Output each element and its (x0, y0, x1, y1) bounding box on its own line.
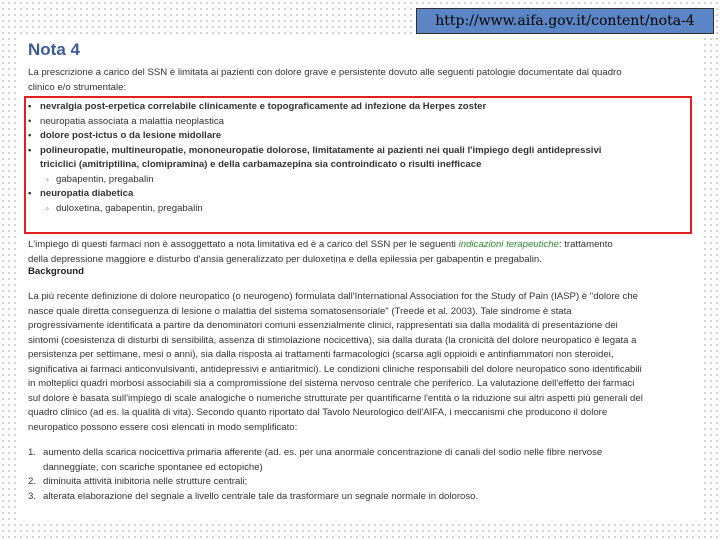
source-url-box: http://www.aifa.gov.it/content/nota-4 (416, 8, 714, 34)
bullet-icon: • (28, 188, 32, 199)
bullet-icon: • (28, 130, 32, 141)
sub-bullet-icon: ◦ (46, 203, 49, 213)
bullet-icon: • (28, 115, 32, 127)
list-item: • polineuropatie, multineuropatie, mononeuropatie dolorose, limitatamente ai pazienti nei quali l'impiego degli antidepressivi (26, 144, 686, 159)
list-subitem: ◦ gabapentin, pregabalin (26, 173, 686, 188)
intro-line-1: La prescrizione a carico del SSN è limitata ai pazienti con dolore grave e persistente dovuto alle seguenti patologie documentate dal quadro (28, 67, 622, 78)
pathology-list (26, 100, 686, 216)
bullet-icon: • (28, 101, 32, 112)
list-item: 2. diminuita attività inibitoria nelle strutture centrali; (28, 476, 248, 487)
list-subitem: ◦ duloxetina, gabapentin, pregabalin (26, 202, 686, 217)
sub-bullet-icon: ◦ (46, 174, 49, 184)
usage-paragraph: L'impiego di questi farmaci non è assoggettato a nota limitativa ed è a carico del SSN per le seguenti indicazioni terapeutiche: trattamento della depressione maggiore e disturbo d'ansia generalizzato per duloxetina e della epilessia per gabapentin e pregabalin. (28, 239, 613, 265)
intro-line-2: clinico e/o strumentale: (28, 81, 127, 93)
list-item: 1. aumento della scarica nocicettiva primaria afferente (ad. es. per una anormale concentrazione di canali del sodio nelle fibre nervose danneggiate, con scariche spontanee ed ectopiche) (28, 447, 603, 473)
therapeutic-indications-link[interactable]: indicazioni terapeutiche (458, 239, 559, 250)
list-item: 3. alterata elaborazione del segnale a livello centrale tale da trasformare un segnale normale in doloroso. (28, 490, 479, 502)
list-item: • neuropatia diabetica (26, 187, 686, 202)
mechanism-list (28, 446, 692, 504)
list-item: • nevralgia post-erpetica correlabile clinicamente e topograficamente ad infezione da Herpes zoster (26, 100, 686, 115)
bullet-icon: • (28, 144, 32, 156)
background-heading: Background (28, 266, 84, 277)
document-page (18, 34, 702, 522)
page-title: Nota 4 (28, 40, 80, 59)
list-item-continuation: triciclici (amitriptilina, clomipramina) e della carbamazepina sia controindicato o risulti inefficace (40, 159, 482, 170)
list-item: • dolore post-ictus o da lesione midollare (26, 129, 686, 144)
background-paragraph: La più recente definizione di dolore neuropatico (o neurogeno) formulata dall'International Association for the Study of Pain (IASP) è "dolore che nasce quale diretta conseguenza di lesione o malattia del sistema somatosensoriale" (Treede et al. 2003). Tale sindrome è stata progressivamente identificata a partire da denominatori comuni essenzialmente clinici, rappresentati sia dalla modalità di presentazione dei sintomi (coesistenza di disturbi di sensibilità, assenza di stimolazione nocicettiva), sia dalla durata (la cronicità del dolore neuropatico è legata a persistenza per settimane, mesi o anni), sia dalla risposta ai trattamenti farmacologici (scarsa agli oppioidi e antinfiammatori non steroidei, significativa ai farmaci anticonvulsivanti, antidepressivi e antiaritmici). Le condizioni cliniche responsabili del dolore neuropatico sono identificabili in molteplici quadri morbosi associabili sia a compromissione del sistema nervoso centrale che periferico. La valutazione dell'effetto dei farmaci sul dolore è basata sull'impiego di scale analogiche o numeriche strutturate per quantificarne l'entità o la riduzione sui altri aspetti più generali del quadro clinico (ad es. la qualità di vita). Secondo quanto riportato dal Tavolo Neurologico dell'AIFA, i meccanismi che producono il dolore neuropatico possono essere così elencati in modo semplificato: (28, 291, 643, 433)
list-item: • neuropatia associata a malattia neoplastica (26, 115, 686, 130)
intro-paragraph (28, 66, 692, 95)
